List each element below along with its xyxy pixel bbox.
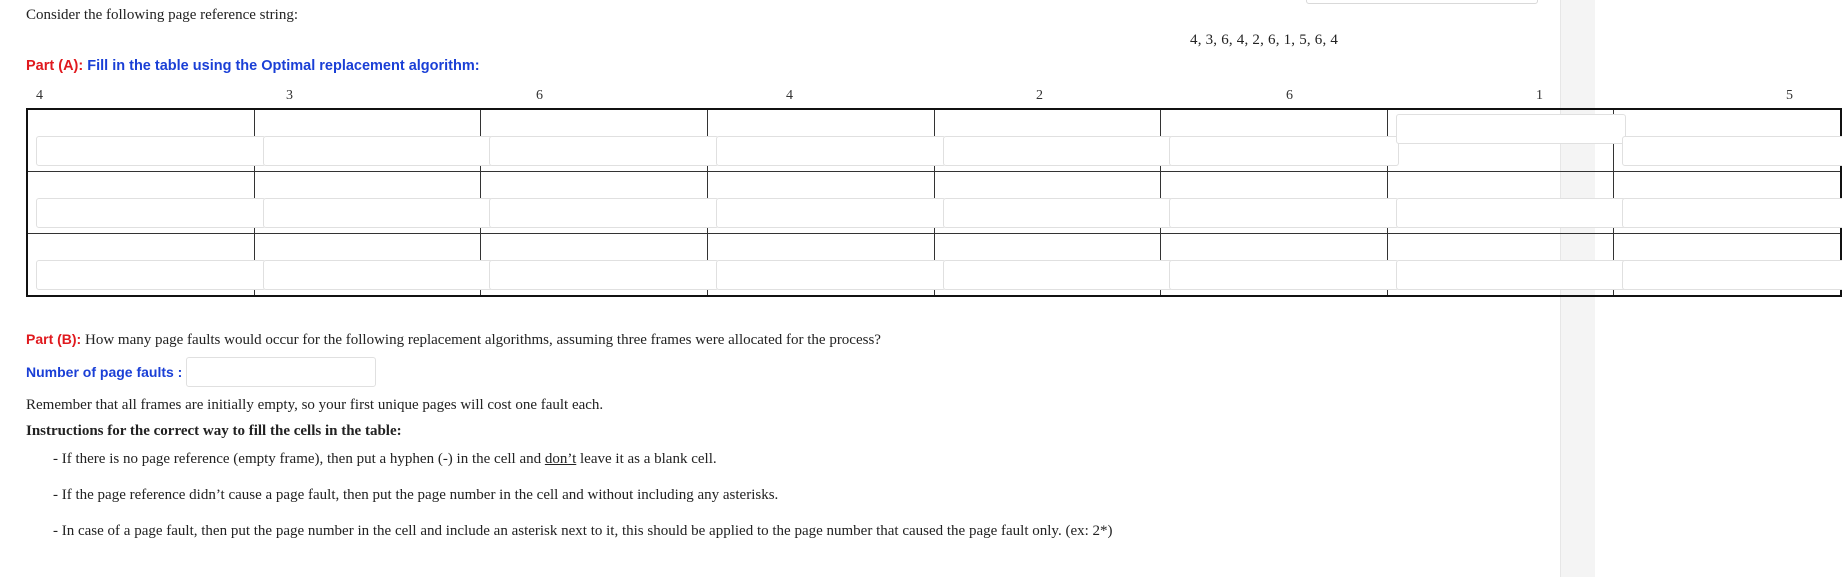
column-label-5: 2 — [1036, 88, 1043, 103]
cell-input[interactable] — [36, 198, 266, 228]
column-label-3: 6 — [536, 88, 543, 103]
table-cell — [481, 172, 708, 234]
reference-string: 4, 3, 6, 4, 2, 6, 1, 5, 6, 4 — [1190, 32, 1339, 48]
frames-table — [26, 108, 1842, 297]
cell-input[interactable] — [1169, 260, 1399, 290]
cell-input[interactable] — [1396, 198, 1626, 228]
table-cell — [27, 172, 254, 234]
table-cell — [1387, 109, 1614, 172]
cell-input[interactable] — [716, 260, 946, 290]
cell-input[interactable] — [943, 260, 1173, 290]
cell-input[interactable] — [1396, 260, 1626, 290]
part-b-prefix: Part (B): — [26, 331, 82, 347]
table-cell — [1161, 234, 1388, 297]
column-label-1: 4 — [36, 88, 43, 103]
cell-input[interactable] — [716, 136, 946, 166]
table-cell — [1614, 172, 1841, 234]
cell-input[interactable] — [1622, 260, 1842, 290]
table-cell — [707, 172, 934, 234]
cell-input[interactable] — [1622, 198, 1842, 228]
page-faults-label: Number of page faults : — [26, 364, 183, 380]
cell-input[interactable] — [489, 198, 719, 228]
table-cell — [1614, 109, 1841, 172]
table-cell — [1161, 109, 1388, 172]
column-label-2: 3 — [286, 88, 293, 103]
table-cell — [27, 234, 254, 297]
instruction-2: - If the page reference didn’t cause a page fault, then put the page number in the cell and without including any asterisks. — [53, 487, 779, 503]
instruction-1-emphasis: don’t — [544, 451, 577, 467]
table-cell — [254, 109, 481, 172]
frame-row-3 — [27, 234, 1841, 297]
table-cell — [934, 234, 1161, 297]
cell-input[interactable] — [489, 260, 719, 290]
frame-row-2 — [27, 172, 1841, 234]
cell-input[interactable] — [489, 136, 719, 166]
page-faults-row — [26, 357, 376, 387]
cell-input[interactable] — [943, 136, 1173, 166]
cell-input[interactable] — [36, 260, 266, 290]
part-a-prefix: Part (A): — [26, 58, 84, 74]
table-cell — [934, 172, 1161, 234]
part-a-text: Fill in the table using the Optimal replacement algorithm: — [87, 58, 480, 74]
column-label-4: 4 — [786, 88, 793, 103]
part-a-heading — [26, 58, 480, 74]
table-cell — [254, 172, 481, 234]
cell-input[interactable] — [1622, 136, 1842, 166]
remember-note: Remember that all frames are initially empty, so your first unique pages will cost one fault each. — [26, 397, 604, 413]
table-cell — [254, 234, 481, 297]
table-cell — [707, 109, 934, 172]
instruction-1 — [53, 451, 717, 468]
cell-input[interactable] — [1396, 114, 1626, 144]
cell-input[interactable] — [716, 198, 946, 228]
table-cell — [1387, 234, 1614, 297]
instruction-3: - In case of a page fault, then put the page number in the cell and include an asterisk next to it, this should be applied to the page number that caused the page fault only. (ex: 2*) — [53, 523, 1113, 539]
cell-input[interactable] — [263, 260, 493, 290]
cell-input[interactable] — [36, 136, 266, 166]
cell-input[interactable] — [263, 136, 493, 166]
cell-input[interactable] — [943, 198, 1173, 228]
column-label-6: 6 — [1286, 88, 1293, 103]
cell-input[interactable] — [1169, 198, 1399, 228]
page-faults-input[interactable] — [186, 357, 376, 387]
column-label-8: 5 — [1786, 88, 1793, 103]
cell-input[interactable] — [1169, 136, 1399, 166]
part-b-text: How many page faults would occur for the following replacement algorithms, assuming three frames were allocated for the process? — [84, 332, 881, 348]
frame-row-1 — [27, 109, 1841, 172]
part-b-question — [26, 331, 881, 349]
instruction-1-part-a: - If there is no page reference (empty frame), then put a hyphen (-) in the cell and — [53, 451, 545, 467]
instructions-title: Instructions for the correct way to fill the cells in the table: — [26, 423, 402, 439]
column-label-7: 1 — [1536, 88, 1543, 103]
top-input-box[interactable] — [1306, 0, 1538, 4]
table-cell — [707, 234, 934, 297]
intro-text: Consider the following page reference string: — [26, 7, 298, 23]
table-cell — [1387, 172, 1614, 234]
table-cell — [481, 234, 708, 297]
table-cell — [1161, 172, 1388, 234]
table-cell — [934, 109, 1161, 172]
instruction-1-part-c: leave it as a blank cell. — [576, 451, 717, 467]
table-cell — [1614, 234, 1841, 297]
table-cell — [27, 109, 254, 172]
cell-input[interactable] — [263, 198, 493, 228]
table-cell — [481, 109, 708, 172]
